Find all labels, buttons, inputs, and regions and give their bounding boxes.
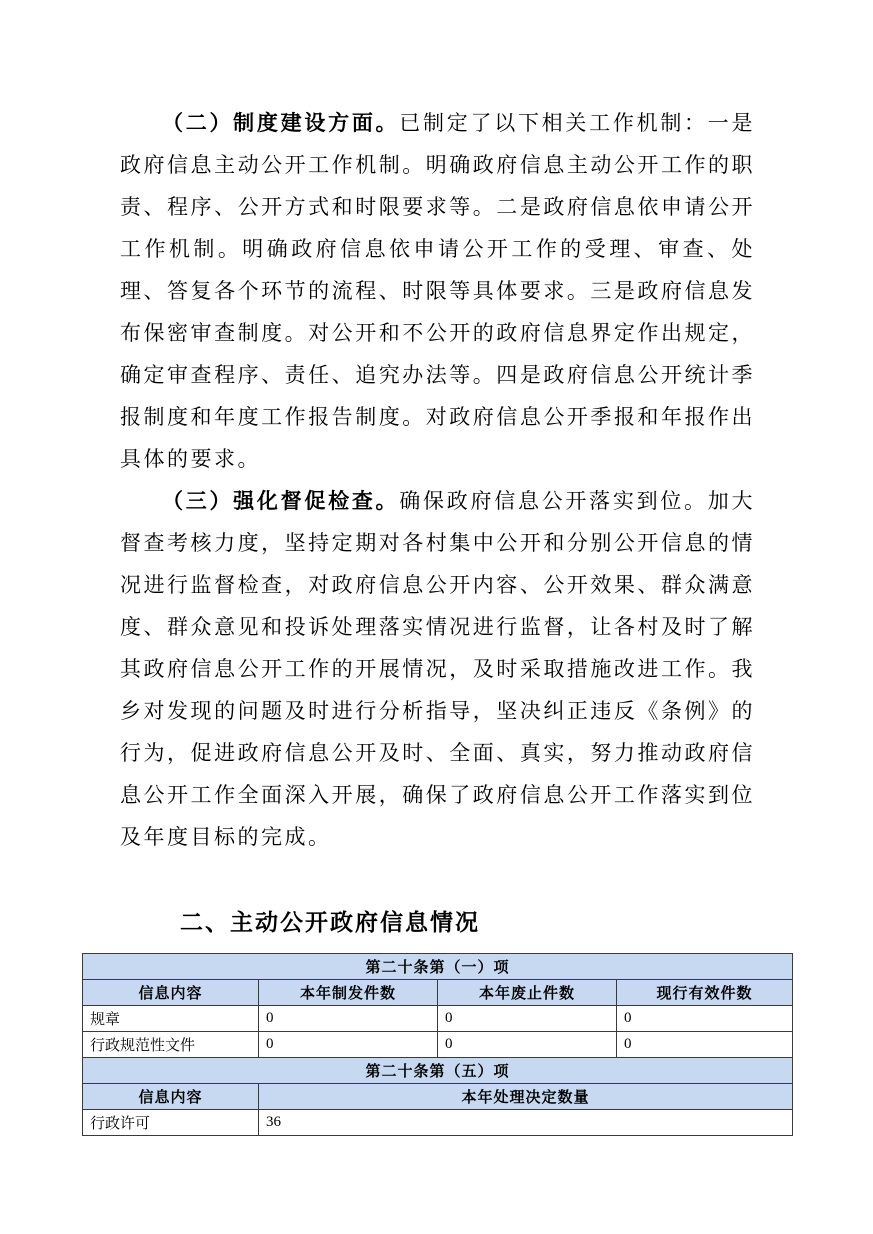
section1-header-issued-count: 本年制发件数 bbox=[259, 980, 438, 1006]
section1-header-info-content: 信息内容 bbox=[83, 980, 259, 1006]
section1-header-repealed-count: 本年废止件数 bbox=[438, 980, 617, 1006]
paragraph-system-building bbox=[120, 102, 755, 480]
cell-row-label: 规章 bbox=[83, 1006, 259, 1032]
cell-value: 36 bbox=[259, 1110, 793, 1136]
cell-row-label: 行政许可 bbox=[83, 1110, 259, 1136]
table-row-administrative-licensing bbox=[83, 1110, 793, 1136]
cell-value: 0 bbox=[617, 1032, 793, 1058]
cell-value: 0 bbox=[617, 1006, 793, 1032]
table-row-regulations bbox=[83, 1006, 793, 1032]
section2-title-cell: 第二十条第（五）项 bbox=[83, 1058, 793, 1084]
cell-value: 0 bbox=[259, 1006, 438, 1032]
paragraph-lead-3: （三）强化督促检查。 bbox=[162, 489, 400, 513]
section1-title-cell: 第二十条第（一）项 bbox=[83, 954, 793, 980]
section1-title-row bbox=[83, 954, 793, 980]
cell-row-label: 行政规范性文件 bbox=[83, 1032, 259, 1058]
table-row-normative-documents bbox=[83, 1032, 793, 1058]
paragraph-text-2: 已制定了以下相关工作机制：一是政府信息主动公开工作机制。明确政府信息主动公开工作的职责、程序、公开方式和时限要求等。二是政府信息依申请公开工作机制。明确政府信息依申请公开工作的受理、审查、处理、答复各个环节的流程、时限等具体要求。三是政府信息发布保密审查制度。对公开和不公开的政府信息界定作出规定，确定审查程序、责任、追究办法等。四是政府信息公开统计季报制度和年度工作报告制度。对政府信息公开季报和年报作出具体的要求。 bbox=[120, 111, 756, 471]
disclosure-statistics-table bbox=[82, 953, 793, 1136]
section-heading: 二、主动公开政府信息情况 bbox=[180, 909, 480, 935]
paragraph-lead-2: （二）制度建设方面。 bbox=[162, 111, 400, 135]
section2-title-row bbox=[83, 1058, 793, 1084]
section2-header-info-content: 信息内容 bbox=[83, 1084, 259, 1110]
section1-header-effective-count: 现行有效件数 bbox=[617, 980, 793, 1006]
section2-header-row bbox=[83, 1084, 793, 1110]
section1-header-row bbox=[83, 980, 793, 1006]
cell-value: 0 bbox=[438, 1006, 617, 1032]
section2-header-decisions-count: 本年处理决定数量 bbox=[259, 1084, 793, 1110]
paragraph-text-3: 确保政府信息公开落实到位。加大督查考核力度，坚持定期对各村集中公开和分别公开信息的情况进行监督检查，对政府信息公开内容、公开效果、群众满意度、群众意见和投诉处理落实情况进行监督，让各村及时了解其政府信息公开工作的开展情况，及时采取措施改进工作。我乡对发现的问题及时进行分析指导，坚决纠正违反《条例》的行为，促进政府信息公开及时、全面、真实，努力推动政府信息公开工作全面深入开展，确保了政府信息公开工作落实到位及年度目标的完成。 bbox=[120, 489, 756, 849]
paragraph-supervision-check bbox=[120, 480, 755, 858]
cell-value: 0 bbox=[259, 1032, 438, 1058]
cell-value: 0 bbox=[438, 1032, 617, 1058]
